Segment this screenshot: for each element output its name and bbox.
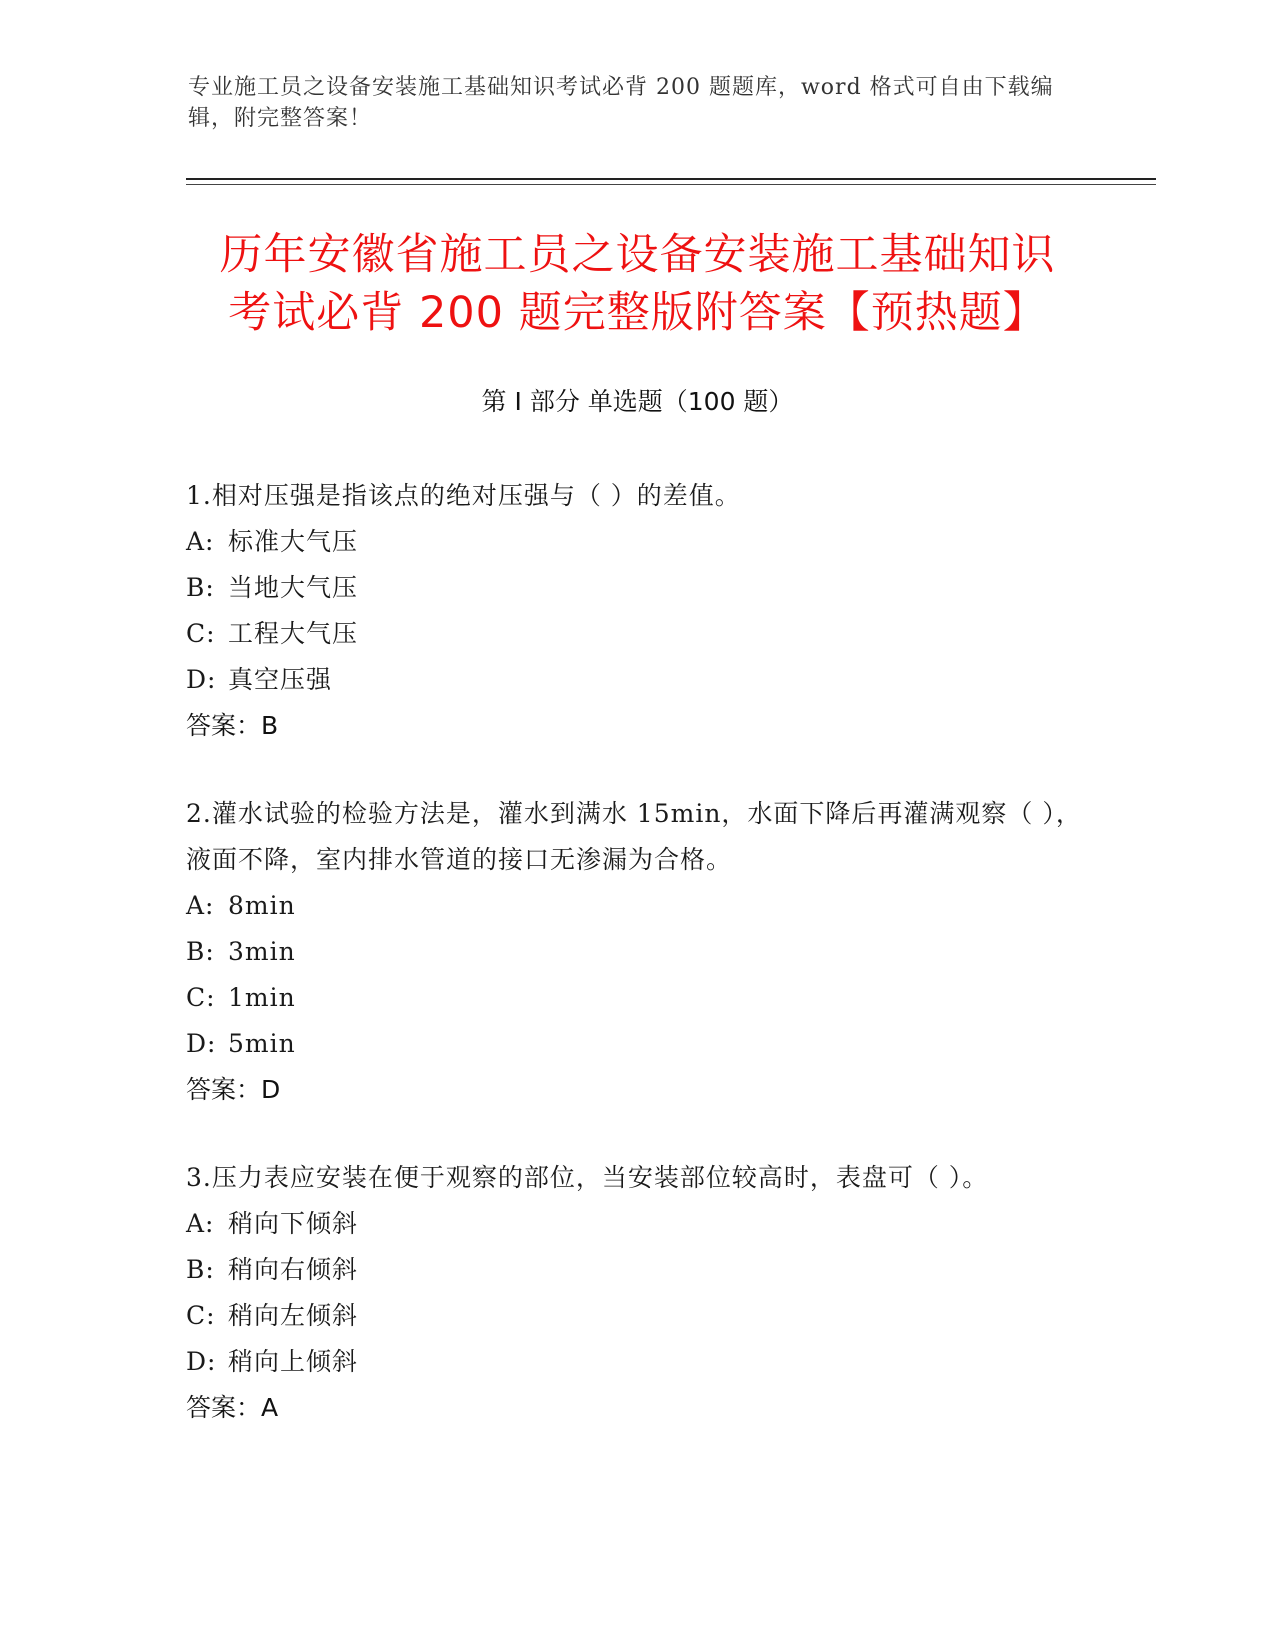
question-list xyxy=(186,473,1086,1473)
option-text: 稍向上倾斜 xyxy=(228,1347,359,1376)
option-text: 稍向左倾斜 xyxy=(228,1301,359,1330)
option-text: 当地大气压 xyxy=(228,573,359,602)
question-3 xyxy=(186,1155,1086,1431)
option-letter: C: xyxy=(186,983,216,1012)
option-letter: A: xyxy=(186,891,215,920)
answer-line: 答案：A xyxy=(186,1393,279,1422)
option-text: 1min xyxy=(228,983,296,1012)
question-2 xyxy=(186,791,1086,1113)
option-text: 5min xyxy=(228,1029,296,1058)
question-1 xyxy=(186,473,1086,749)
option-a xyxy=(186,519,1086,565)
option-c xyxy=(186,611,1086,657)
option-text: 真空压强 xyxy=(228,665,333,694)
answer-line: 答案：B xyxy=(186,711,279,740)
option-d xyxy=(186,657,1086,703)
document-title-line-2: 考试必背 200 题完整版附答案【预热题】 xyxy=(228,288,1047,338)
option-c xyxy=(186,975,1086,1021)
section-heading: 第 I 部分 单选题（100 题） xyxy=(481,387,794,416)
option-text: 工程大气压 xyxy=(228,619,359,648)
option-letter: A: xyxy=(186,1209,215,1238)
question-stem: 1.相对压强是指该点的绝对压强与（ ）的差值。 xyxy=(186,481,741,510)
option-a xyxy=(186,1201,1086,1247)
option-letter: B: xyxy=(186,1255,215,1284)
option-c xyxy=(186,1293,1086,1339)
option-b xyxy=(186,565,1086,611)
option-text: 标准大气压 xyxy=(228,527,359,556)
document-title xyxy=(150,226,1125,342)
option-d xyxy=(186,1021,1086,1067)
option-letter: C: xyxy=(186,619,216,648)
option-text: 3min xyxy=(228,937,296,966)
option-letter: B: xyxy=(186,573,215,602)
answer-line: 答案：D xyxy=(186,1075,281,1104)
option-text: 稍向下倾斜 xyxy=(228,1209,359,1238)
option-b xyxy=(186,1247,1086,1293)
question-stem: 2.灌水试验的检验方法是，灌水到满水 15min，水面下降后再灌满观察（ ），液面不降，室内排水管道的接口无渗漏为合格。 xyxy=(186,799,1082,874)
header-rule-thin xyxy=(186,184,1156,185)
header-note: 专业施工员之设备安装施工基础知识考试必背 200 题题库，word 格式可自由下载编辑，附完整答案！ xyxy=(188,75,1054,131)
option-d xyxy=(186,1339,1086,1385)
option-text: 8min xyxy=(228,891,296,920)
option-a xyxy=(186,883,1086,929)
option-letter: C: xyxy=(186,1301,216,1330)
option-text: 稍向右倾斜 xyxy=(228,1255,359,1284)
question-stem: 3.压力表应安装在便于观察的部位，当安装部位较高时，表盘可（ ）。 xyxy=(186,1163,989,1192)
document-title-line-1: 历年安徽省施工员之设备安装施工基础知识 xyxy=(219,230,1056,280)
option-letter: B: xyxy=(186,937,215,966)
option-letter: D: xyxy=(186,665,217,694)
option-letter: A: xyxy=(186,527,215,556)
option-letter: D: xyxy=(186,1347,217,1376)
option-b xyxy=(186,929,1086,975)
header-rule-thick xyxy=(186,178,1156,180)
option-letter: D: xyxy=(186,1029,217,1058)
